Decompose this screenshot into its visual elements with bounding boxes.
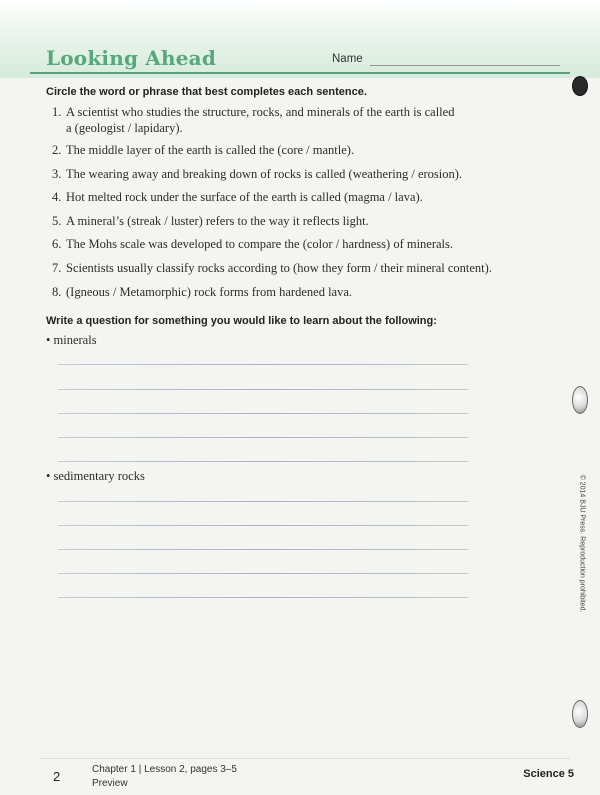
question-text: The Mohs scale was developed to compare the (color / hardness) of minerals.	[66, 237, 454, 251]
question-number: 5.	[52, 214, 62, 228]
question-text: Scientists usually classify rocks according to (how they form / their mineral content).	[66, 261, 492, 275]
question-6	[52, 236, 512, 252]
question-text: The wearing away and breaking down of rocks is called (weathering / erosion).	[66, 167, 463, 181]
question-3	[52, 166, 512, 182]
question-1	[52, 104, 512, 136]
question-text: A mineral’s (streak / luster) refers to the way it reflects light.	[66, 214, 369, 228]
question-2	[52, 142, 512, 158]
topic-sedimentary-rocks: • sedimentary rocks	[46, 469, 145, 483]
name-field-line[interactable]	[370, 65, 560, 66]
page-number: 2	[53, 769, 61, 784]
chapter-reference: Chapter 1 | Lesson 2, pages 3–5	[92, 764, 237, 775]
preview-label: Preview	[92, 778, 128, 789]
instruction-circle: Circle the word or phrase that best completes each sentence.	[46, 86, 367, 98]
question-number: 1.	[52, 105, 62, 119]
writing-line[interactable]	[58, 597, 468, 598]
instruction-write: Write a question for something you would like to learn about the following:	[46, 315, 437, 327]
topic-label: sedimentary rocks	[53, 469, 145, 483]
writing-line[interactable]	[58, 413, 468, 414]
question-text: The middle layer of the earth is called the (core / mantle).	[66, 143, 355, 157]
writing-line[interactable]	[58, 364, 468, 365]
topic-minerals: • minerals	[46, 333, 97, 347]
writing-line[interactable]	[58, 573, 468, 574]
writing-line[interactable]	[58, 437, 468, 438]
question-5	[52, 213, 512, 229]
question-number: 4.	[52, 190, 62, 204]
question-number: 6.	[52, 237, 62, 251]
page-title: Looking Ahead	[46, 46, 217, 70]
writing-line[interactable]	[58, 525, 468, 526]
question-text: A scientist who studies the structure, rocks, and minerals of the earth is called	[66, 105, 455, 119]
writing-line[interactable]	[58, 461, 468, 462]
footer-rule	[40, 758, 570, 759]
question-number: 8.	[52, 285, 62, 299]
question-number: 7.	[52, 261, 62, 275]
book-title: Science 5	[523, 768, 574, 780]
topic-label: minerals	[53, 333, 97, 347]
name-label: Name	[332, 53, 363, 65]
question-7	[52, 260, 512, 276]
question-4	[52, 189, 512, 205]
binder-hole-bottom	[572, 700, 588, 728]
question-number: 2.	[52, 143, 62, 157]
question-text: Hot melted rock under the surface of the earth is called (magma / lava).	[66, 190, 423, 204]
question-text-continued: a (geologist / lapidary).	[66, 121, 183, 135]
header-rule	[30, 72, 570, 74]
copyright-notice: © 2014 BJU Press. Reproduction prohibited.	[578, 474, 586, 613]
binder-hole-middle	[572, 386, 588, 414]
question-8	[52, 284, 512, 300]
question-number: 3.	[52, 167, 62, 181]
question-text: (Igneous / Metamorphic) rock forms from hardened lava.	[66, 285, 353, 299]
writing-line[interactable]	[58, 501, 468, 502]
writing-line[interactable]	[58, 549, 468, 550]
writing-line[interactable]	[58, 389, 468, 390]
binder-hole-top	[572, 76, 588, 96]
